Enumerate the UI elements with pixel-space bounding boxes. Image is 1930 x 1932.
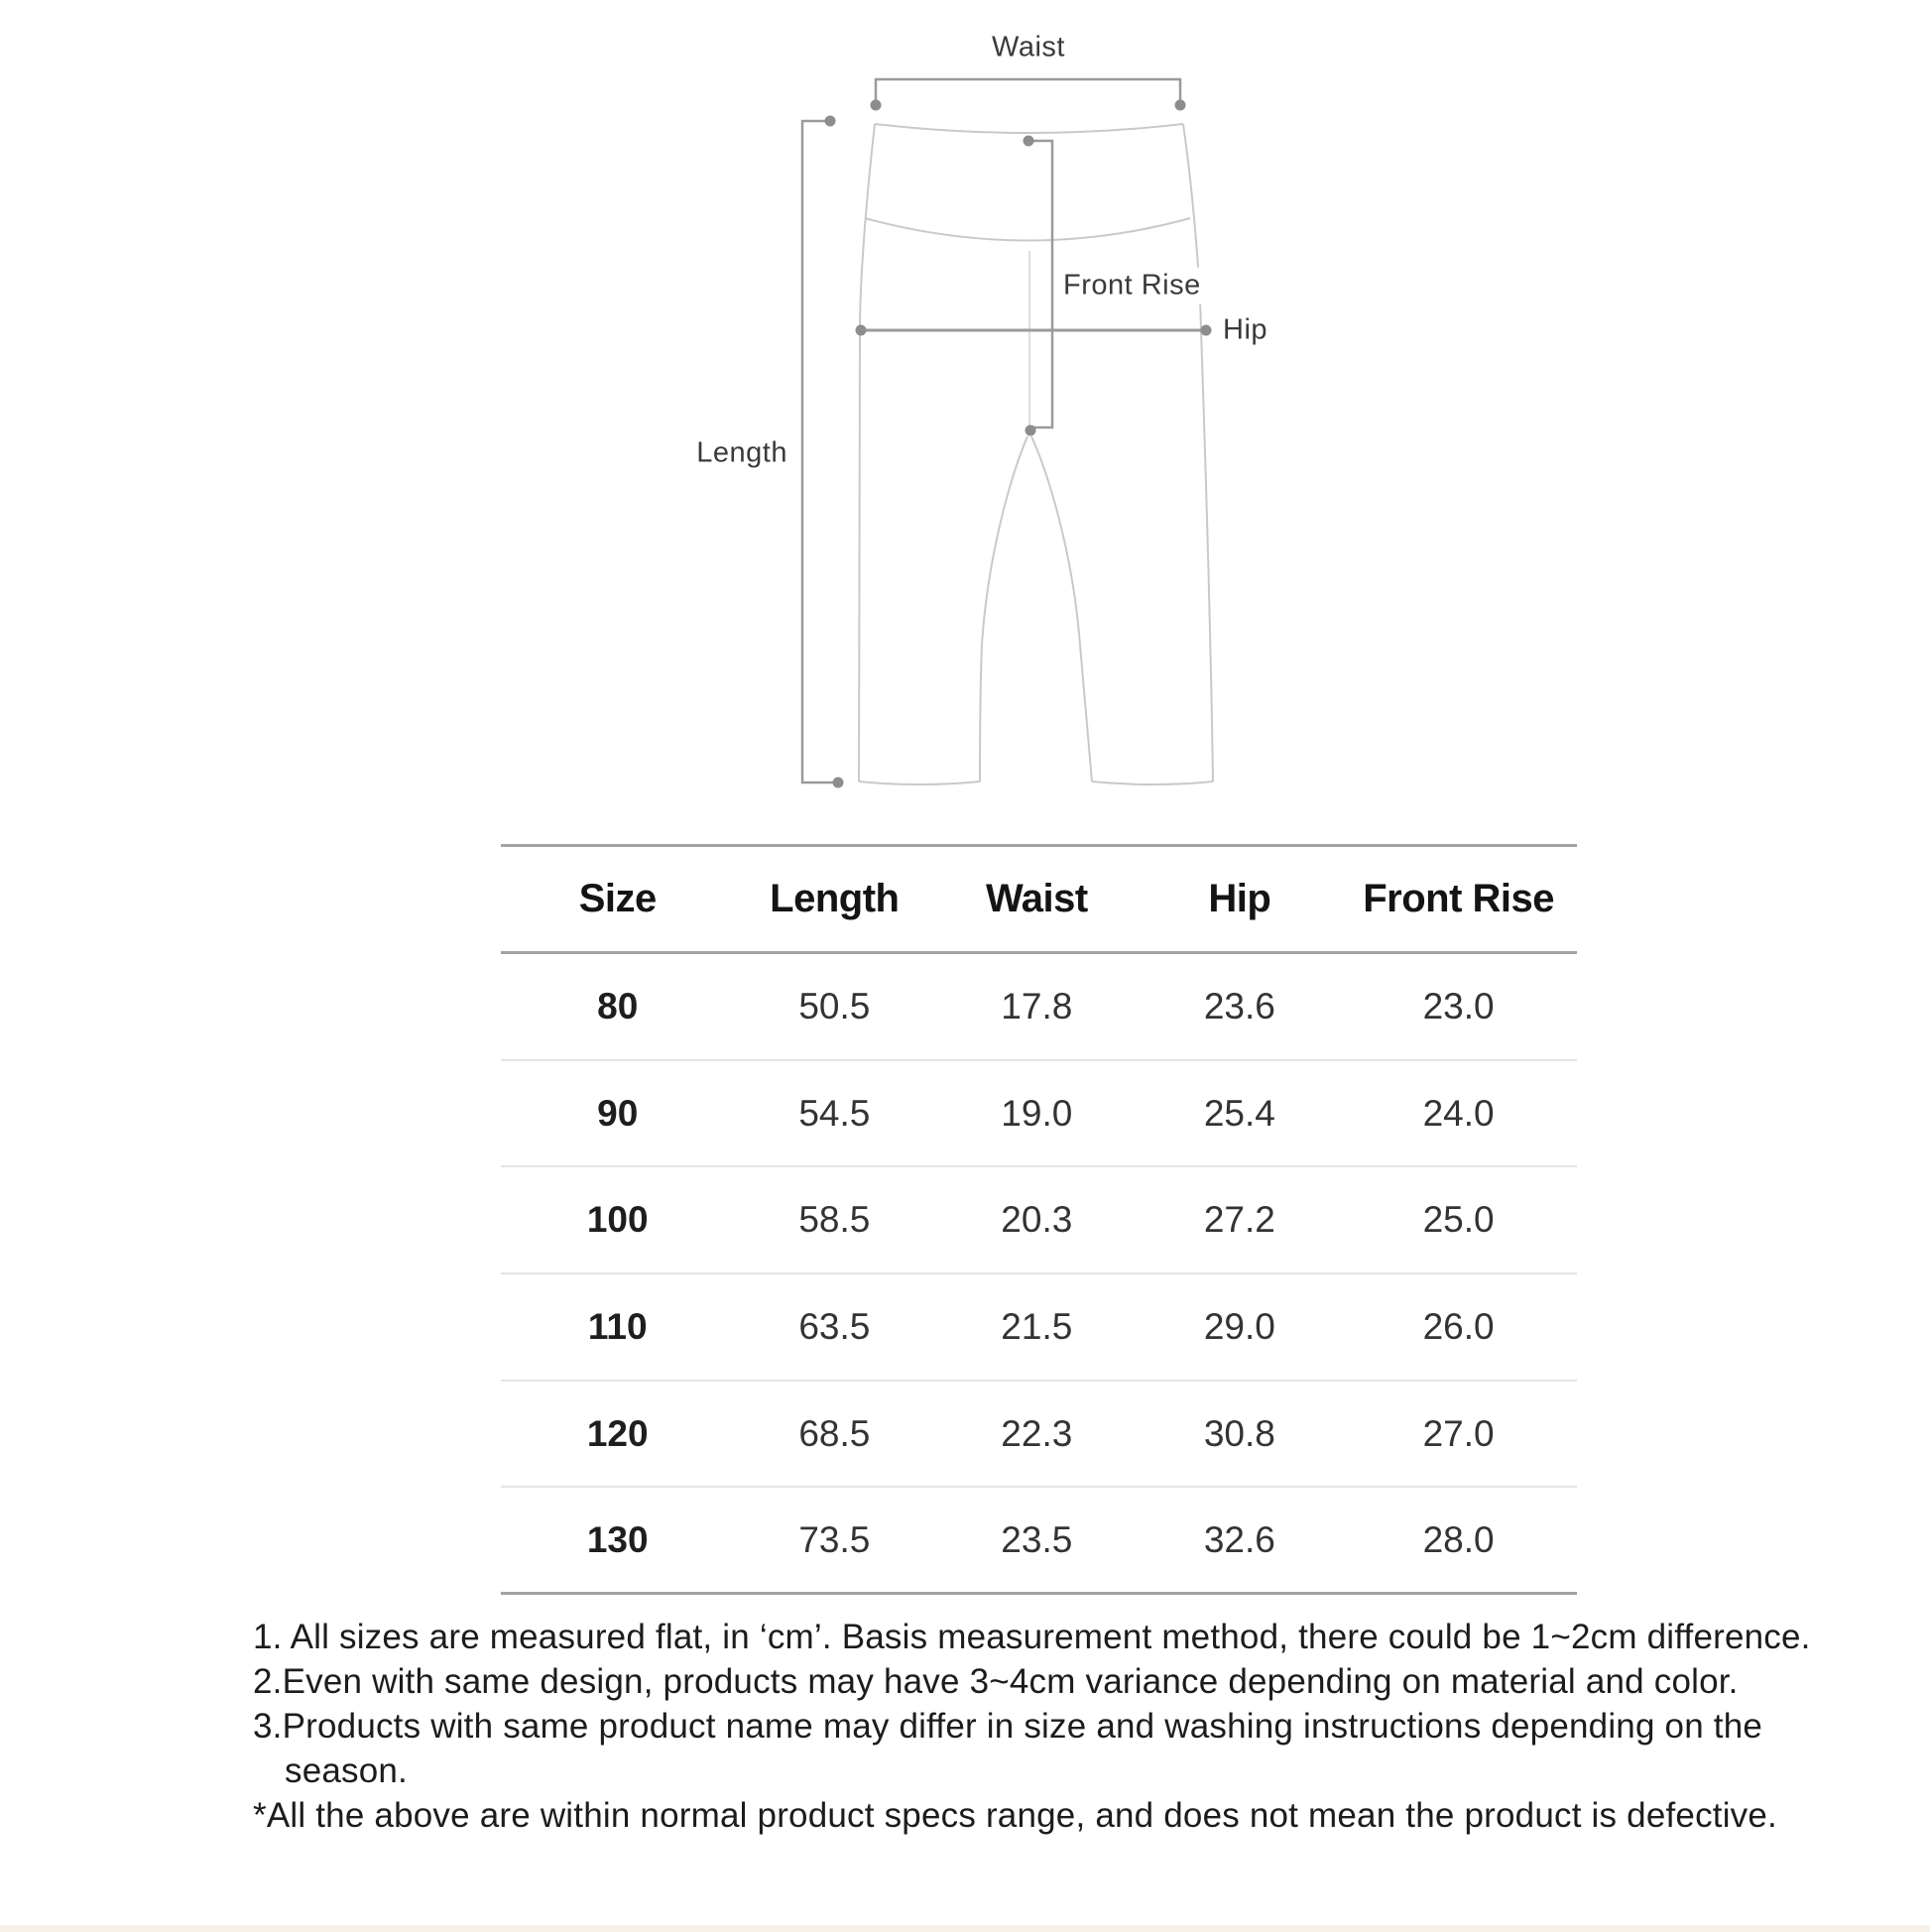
size-value: 110 <box>587 1305 648 1347</box>
size-value: 100 <box>586 1199 649 1241</box>
note-line-2: 2.Even with same design, products may have 3~4cm variance depending on material and color. <box>253 1662 1739 1701</box>
column-header-length: Length <box>770 877 900 920</box>
waist-value: 20.3 <box>1001 1199 1073 1241</box>
front-rise-value: 27.0 <box>1422 1412 1495 1454</box>
table-row-size-100 <box>501 1167 1577 1274</box>
size-value: 120 <box>586 1412 649 1454</box>
hip-value: 29.0 <box>1203 1305 1275 1347</box>
column-header-waist: Waist <box>985 877 1088 920</box>
front-rise-value: 28.0 <box>1422 1518 1495 1560</box>
note-line-3: 3.Products with same product name may differ in size and washing instructions depending on the <box>253 1707 1763 1746</box>
hip-value: 30.8 <box>1203 1412 1275 1454</box>
length-value: 58.5 <box>798 1199 871 1241</box>
waist-value: 17.8 <box>1001 985 1073 1026</box>
length-value: 63.5 <box>798 1305 871 1347</box>
front-rise-value: 24.0 <box>1422 1092 1495 1134</box>
note-footnote: *All the above are within normal product specs range, and does not mean the product is defective. <box>253 1796 1777 1835</box>
pants-measurement-diagram <box>0 0 1930 833</box>
length-value: 50.5 <box>798 985 871 1026</box>
waist-value: 23.5 <box>1001 1518 1073 1560</box>
front-rise-measure-line <box>1028 141 1052 427</box>
front-rise-value: 25.0 <box>1422 1199 1495 1241</box>
measure-dots <box>825 100 1212 788</box>
front-rise-label: Front Rise <box>1057 268 1207 304</box>
size-value: 80 <box>597 985 639 1026</box>
hip-value: 32.6 <box>1203 1518 1275 1560</box>
column-header-size: Size <box>578 877 657 920</box>
hip-value: 27.2 <box>1203 1199 1275 1241</box>
table-row-size-110 <box>501 1274 1577 1382</box>
note-line-3-wrap: season. <box>285 1751 408 1790</box>
hip-value: 25.4 <box>1203 1092 1275 1134</box>
table-row-size-120 <box>501 1382 1577 1489</box>
hip-label: Hip <box>1217 312 1273 349</box>
hip-value: 23.6 <box>1203 985 1275 1026</box>
length-value: 73.5 <box>798 1518 871 1560</box>
measurement-notes <box>253 1615 1811 1838</box>
waist-value: 19.0 <box>1001 1092 1073 1134</box>
length-measure-line <box>802 121 836 783</box>
length-value: 68.5 <box>798 1412 871 1454</box>
waist-measure-line <box>876 79 1180 103</box>
waist-value: 21.5 <box>1001 1305 1073 1347</box>
size-table-header <box>501 844 1577 954</box>
front-rise-value: 23.0 <box>1422 985 1495 1026</box>
front-rise-value: 26.0 <box>1422 1305 1495 1347</box>
page-bottom-strip <box>0 1925 1930 1932</box>
size-value: 130 <box>586 1518 649 1560</box>
table-row-size-130 <box>501 1488 1577 1595</box>
waist-value: 22.3 <box>1001 1412 1073 1454</box>
table-row-size-90 <box>501 1061 1577 1168</box>
table-row-size-80 <box>501 954 1577 1061</box>
waist-label: Waist <box>986 30 1071 66</box>
length-value: 54.5 <box>798 1092 871 1134</box>
length-label: Length <box>690 435 793 472</box>
note-line-1: 1. All sizes are measured flat, in ‘cm’. Basis measurement method, there could be 1~2cm difference. <box>253 1618 1811 1656</box>
size-value: 90 <box>597 1092 639 1134</box>
size-table <box>501 844 1577 1595</box>
column-header-hip: Hip <box>1208 877 1271 920</box>
column-header-front-rise: Front Rise <box>1363 877 1554 920</box>
